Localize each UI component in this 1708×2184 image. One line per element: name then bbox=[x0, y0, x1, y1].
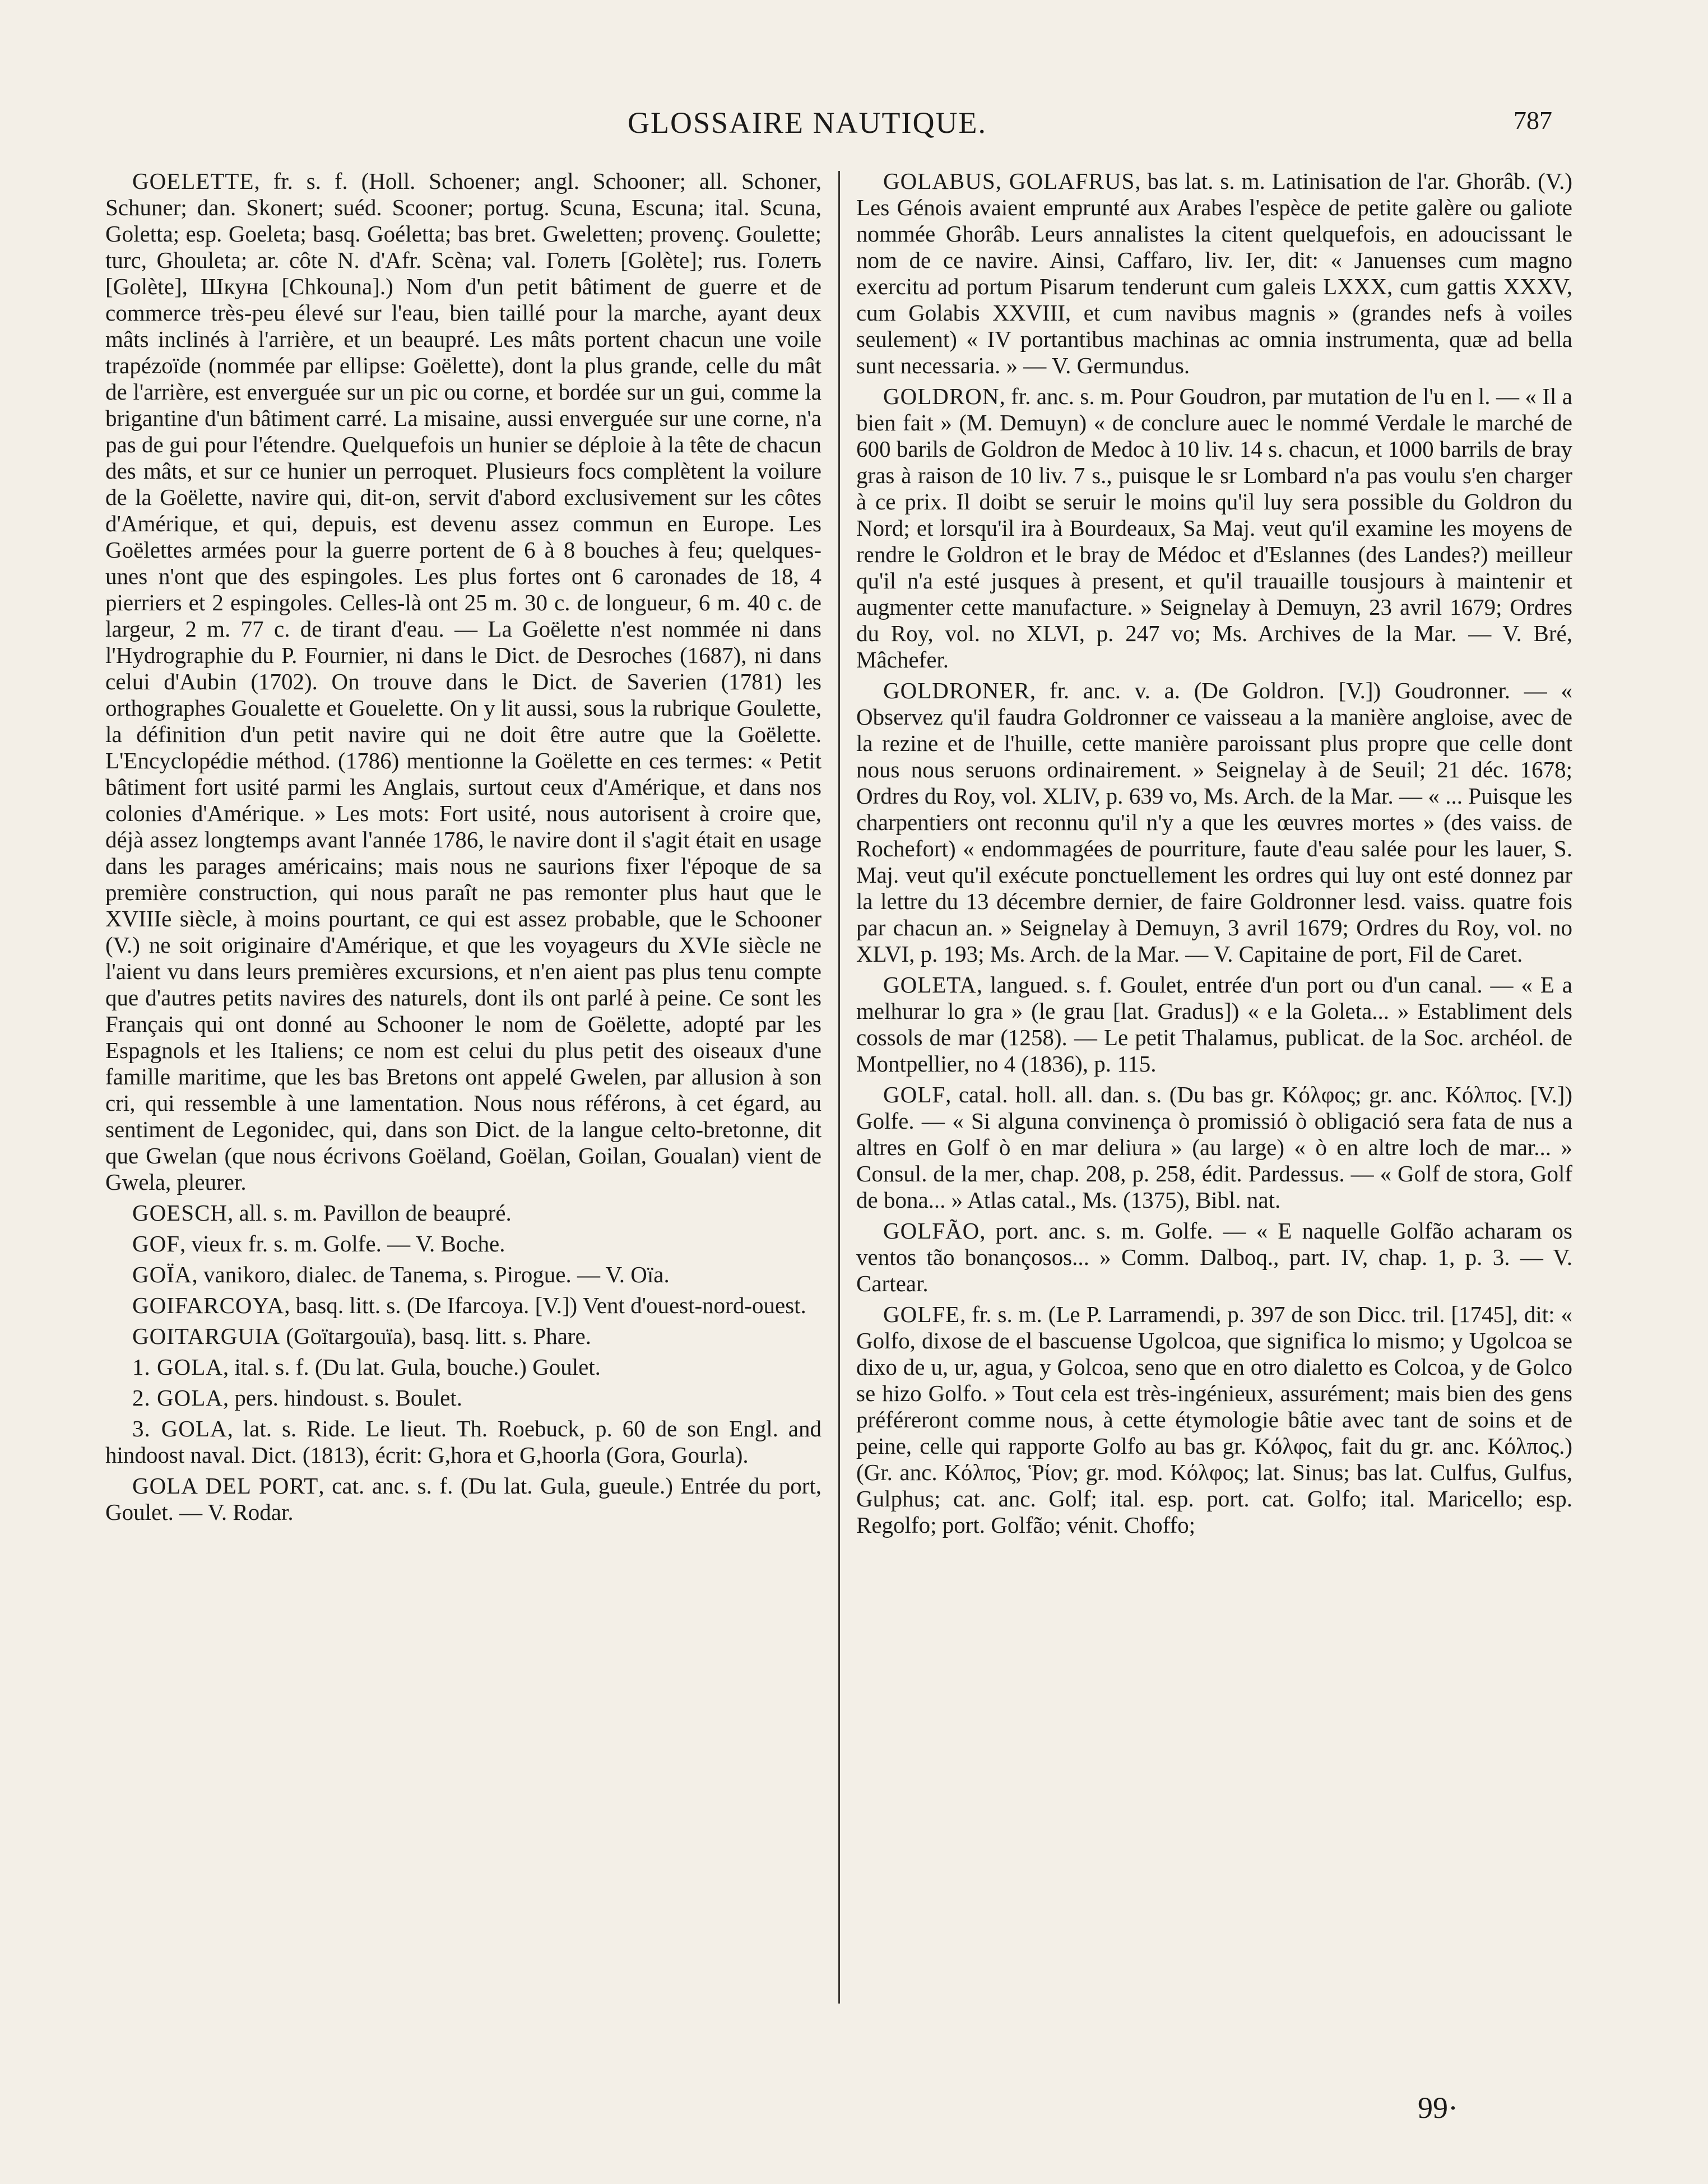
headword: GOELETTE bbox=[132, 168, 254, 194]
headword: GOLABUS, GOLAFRUS bbox=[883, 168, 1135, 194]
entry-text: , basq. litt. s. (De Ifarcoya. [V.]) Vent d'ouest-nord-ouest. bbox=[284, 1292, 806, 1318]
headword: GOLFE bbox=[883, 1301, 960, 1327]
entry-text: , cat. anc. s. f. (Du lat. Gula, gueule.) Entrée du port, Goulet. — V. Rodar. bbox=[105, 1473, 821, 1525]
entry-goelette bbox=[105, 168, 821, 1195]
entry-text: , bas lat. s. m. Latinisation de l'ar. Ghorâb. (V.) Les Génois avaient emprunté aux Arabes l'espèce de petite galère ou galiote nommée Ghorâb. Leurs annalistes la citent quelquefois, en adoucissant le nom de ce navire. Ainsi, Caffaro, liv. Ier, dit: « Januenses cum magno exercitu ad portum Pisarum tenderunt cum galeis LXXX, cum gattis XXXV, cum Golabis XXVIII, et cum navibus magnis » (grandes nefs à voiles seulement) « IV portantibus machinas ac omnia instrumenta, quæ ad bella sunt necessaria. » — V. Germundus. bbox=[856, 168, 1572, 378]
entry-text: , langued. s. f. Goulet, entrée d'un port ou d'un canal. — « E a melhurar lo gra » (le grau [lat. Gradus]) « e la Goleta... » Establiment dels cossols de mar (1258). — Le petit Thalamus, publicat. de la Soc. archéol. de Montpellier, no 4 (1836), p. 115. bbox=[856, 972, 1572, 1077]
headword: GOITARGUIA bbox=[132, 1323, 281, 1349]
entry-text: , catal. holl. all. dan. s. (Du bas gr. Κόλφος; gr. anc. Κόλπος. [V.]) Golfe. — « Si alguna convinença ò promissió ò obligació sera fata de nus a altres en Golf ò en mar deliura » (au large) « ò en altre loch de mar... » Consul. de la mer, chap. 208, p. 258, édit. Pardessus. — « Golf de stora, Golf de bona... » Atlas catal., Ms. (1375), Bibl. nat. bbox=[856, 1082, 1572, 1213]
left-column bbox=[105, 168, 821, 2046]
page-number: 787 bbox=[1514, 106, 1552, 135]
headword: GOLFÃO bbox=[883, 1218, 980, 1244]
entry-text: , vieux fr. s. m. Golfe. — V. Boche. bbox=[180, 1231, 505, 1256]
entry-text: , lat. s. Ride. Le lieut. Th. Roebuck, p. 60 de son Engl. and hindoost naval. Dict. (1813), écrit: G,hora et G,hoorla (Gora, Gourla). bbox=[105, 1416, 821, 1468]
entry-golf bbox=[856, 1082, 1572, 1213]
headword: GOIFARCOYA bbox=[132, 1292, 285, 1318]
entry-golfao bbox=[856, 1218, 1572, 1297]
entry-gola-1 bbox=[105, 1354, 821, 1380]
entry-goesch bbox=[105, 1200, 821, 1226]
headword: GOÏA bbox=[132, 1262, 192, 1287]
headword: GOLDRON bbox=[883, 383, 1000, 409]
entry-goldroner bbox=[856, 678, 1572, 967]
entry-text: , port. anc. s. m. Golfe. — « E naquelle Golfão acharam os ventos tão bonançosos... » Comm. Dalboq., part. IV, chap. 1, p. 3. — V. Cartear. bbox=[856, 1218, 1572, 1296]
entry-goia bbox=[105, 1262, 821, 1288]
entry-gof bbox=[105, 1231, 821, 1257]
entry-goleta bbox=[856, 972, 1572, 1077]
headword: GOLDRONER bbox=[883, 678, 1030, 703]
entry-text: , all. s. m. Pavillon de beaupré. bbox=[228, 1200, 512, 1226]
headword: GOLA DEL PORT bbox=[132, 1473, 319, 1499]
headword: GOESCH bbox=[132, 1200, 228, 1226]
headword: GOF bbox=[132, 1231, 180, 1256]
entry-gola-del-port bbox=[105, 1473, 821, 1525]
entry-text: , fr. s. m. (Le P. Larramendi, p. 397 de son Dicc. tril. [1745], dit: « Golfo, dixose de el bascuense Ugolcoa, que significa lo mismo; y Ugolcoa se dixo de u, ur, agua, y Golcoa, seno que en otro dialetto es Colcoa, y de Golco se hizo Golfo. » Tout cela est très-ingénieux, assurément; mais bien des gens préféreront comme nous, à cette étymologie bâtie avec tant de soins et de peine, celle qui rapporte Golfo au bas gr. Κόλφος, fait du gr. anc. Κόλπος.) (Gr. anc. Κόλπος, Ῥίον; gr. mod. Κόλφος; lat. Sinus; bas lat. Culfus, Gulfus, Gulphus; cat. anc. Golf; ital. esp. port. cat. Golfo; ital. Maricello; esp. Regolfo; port. Golfão; vénit. Choffo; bbox=[856, 1301, 1572, 1538]
headword: 3. GOLA bbox=[132, 1416, 228, 1441]
running-title: GLOSSAIRE NAUTIQUE. bbox=[628, 106, 987, 140]
entry-text: , fr. anc. v. a. (De Goldron. [V.]) Goudronner. — « Observez qu'il faudra Goldronner ce vaisseau a la manière angloise, avec de la rezine et de l'huille, cette manière paroissant plus propre que celle dont nous nous seruons ordinairement. » Seignelay à de Seuil; 21 déc. 1678; Ordres du Roy, vol. XLIV, p. 639 vo, Ms. Arch. de la Mar. — « ... Puisque les charpentiers ont reconnu qu'il n'y a que les œuvres mortes » (des vaiss. de Rochefort) « endommagées de pourriture, faute d'eau salée pour les lauer, S. Maj. veut qu'il exécute ponctuellement les ordres qui luy ont esté donnez par la lettre du 13 décembre dernier, de faire Goldronner lesd. vaiss. quatre fois par chacun an. » Seignelay à Demuyn, 3 avril 1679; Ordres du Roy, vol. no XLVI, p. 193; Ms. Arch. de la Mar. — V. Capitaine de port, Fil de Caret. bbox=[856, 678, 1572, 967]
page-header bbox=[0, 105, 1708, 145]
headword: GOLF bbox=[883, 1082, 946, 1107]
entry-text: , fr. anc. s. m. Pour Goudron, par mutation de l'u en l. — « Il a bien fait » (M. Demuyn) « de conclure auec le nommé Verdale le marché de 600 barils de Goldron de Medoc à 10 liv. 14 s. chacun, et 1000 barrils de bray gras à raison de 10 liv. 7 s., puisque le sr Lombard n'a pas voulu s'en charger à ce prix. Il doibt se seruir le moins qu'il luy sera possible du Goldron du Nord; et lorsqu'il ira à Bourdeaux, Sa Maj. veut qu'il examine les moyens de rendre le Goldron et le bray de Médoc et d'Eslannes (des Landes?) meilleur qu'il n'a esté jusques à present, et qu'il trauaille tousjours à maintenir et augmenter cette manufacture. » Seignelay à Demuyn, 23 avril 1679; Ordres du Roy, vol. no XLVI, p. 247 vo; Ms. Archives de la Mar. — V. Bré, Mâchefer. bbox=[856, 383, 1572, 673]
entry-text: , vanikoro, dialec. de Tanema, s. Pirogue. — V. Oïa. bbox=[192, 1262, 670, 1287]
headword: GOLETA bbox=[883, 972, 977, 998]
entry-gola-3 bbox=[105, 1416, 821, 1468]
signature-mark: 99· bbox=[1418, 2091, 1458, 2125]
entry-goifarcoya bbox=[105, 1292, 821, 1319]
entry-text: (Goïtargouïa), basq. litt. s. Phare. bbox=[280, 1323, 591, 1349]
headword: 1. GOLA bbox=[132, 1354, 223, 1380]
entry-goldron bbox=[856, 383, 1572, 673]
right-column bbox=[856, 168, 1572, 2006]
column-divider bbox=[838, 171, 840, 2004]
entry-golabus bbox=[856, 168, 1572, 379]
entry-golfe bbox=[856, 1301, 1572, 1538]
entry-text: , pers. hindoust. s. Boulet. bbox=[222, 1385, 462, 1411]
entry-text: , ital. s. f. (Du lat. Gula, bouche.) Goulet. bbox=[222, 1354, 601, 1380]
entry-gola-2 bbox=[105, 1385, 821, 1411]
entry-goitarguia bbox=[105, 1323, 821, 1350]
headword: 2. GOLA bbox=[132, 1385, 223, 1411]
entry-text: , fr. s. f. (Holl. Schoener; angl. Schooner; all. Schoner, Schuner; dan. Skonert; suéd. Scooner; portug. Scuna, Escuna; ital. Scuna, Goletta; esp. Goeleta; basq. Goéletta; bas bret. Gweletten; provenç. Goulette; turc, Ghouleta; ar. côte N. d'Afr. Scèna; val. Голеть [Golète]; rus. Голеть [Golète], Шкуна [Chkouna].) Nom d'un petit bâtiment de guerre et de commerce très-peu élevé sur l'eau, bien taillé pour la marche, ayant deux mâts inclinés à l'arrière, et un beaupré. Les mâts portent chacun une voile trapézoïde (nommée par ellipse: Goëlette), dont la plus grande, celle du mât de l'arrière, est enverguée sur un pic ou corne, et bordée sur un gui, comme la brigantine d'un bâtiment carré. La misaine, aussi enverguée sur une corne, n'a pas de gui pour l'étendre. Quelquefois un hunier se déploie à la tête de chacun des mâts, et sur ce hunier un perroquet. Plusieurs focs complètent la voilure de la Goëlette, navire qui, dit-on, servit d'abord exclusivement sur les côtes d'Amérique, et qui, depuis, est devenu assez commun en Europe. Les Goëlettes armées pour la guerre portent de 6 à 8 bouches à feu; quelques-unes n'ont que des espingoles. Les plus fortes ont 6 caronades de 18, 4 pierriers et 2 espingoles. Celles-là ont 25 m. 30 c. de longueur, 6 m. 40 c. de largeur, 2 m. 77 c. de tirant d'eau. — La Goëlette n'est nommée ni dans l'Hydrographie du P. Fournier, ni dans le Dict. de Desroches (1687), ni dans celui d'Aubin (1702). On trouve dans le Dict. de Saverien (1781) les orthographes Goualette et Gouelette. On y lit aussi, sous la rubrique Goulette, la définition d'un petit navire qui ne doit être autre que la Goëlette. L'Encyclopédie méthod. (1786) mentionne la Goëlette en ces termes: « Petit bâtiment fort usité parmi les Anglais, surtout ceux d'Amérique, et dans nos colonies d'Amérique. » Les mots: Fort usité, nous autorisent à croire que, déjà assez longtemps avant l'année 1786, le navire dont il s'agit était en usage dans les parages américains; mais nous ne saurions fixer l'époque de sa première construction, qui nous paraît ne pas remonter plus haut que le XVIIIe siècle, à moins pourtant, ce qui est assez probable, que le Schooner (V.) ne soit originaire d'Amérique, et que les voyageurs du XVIe siècle ne l'aient vu dans leurs premières excursions, et n'en aient pas plus tenu compte que d'autres petits navires des naturels, dont ils ont parlé à peine. Ce sont les Français qui ont donné au Schooner le nom de Goëlette, adopté par les Espagnols et les Italiens; ce nom est celui du plus petit des oiseaux d'une famille maritime, que les bas Bretons ont appelé Gwelen, par allusion à son cri, qui ressemble à une lamentation. Nous nous référons, à cet égard, au sentiment de Legonidec, qui, dans son Dict. de la langue celto-bretonne, dit que Gwelan (que nous écrivons Goëland, Goëlan, Goilan, Goualan) vient de Gwela, pleurer. bbox=[105, 168, 821, 1195]
